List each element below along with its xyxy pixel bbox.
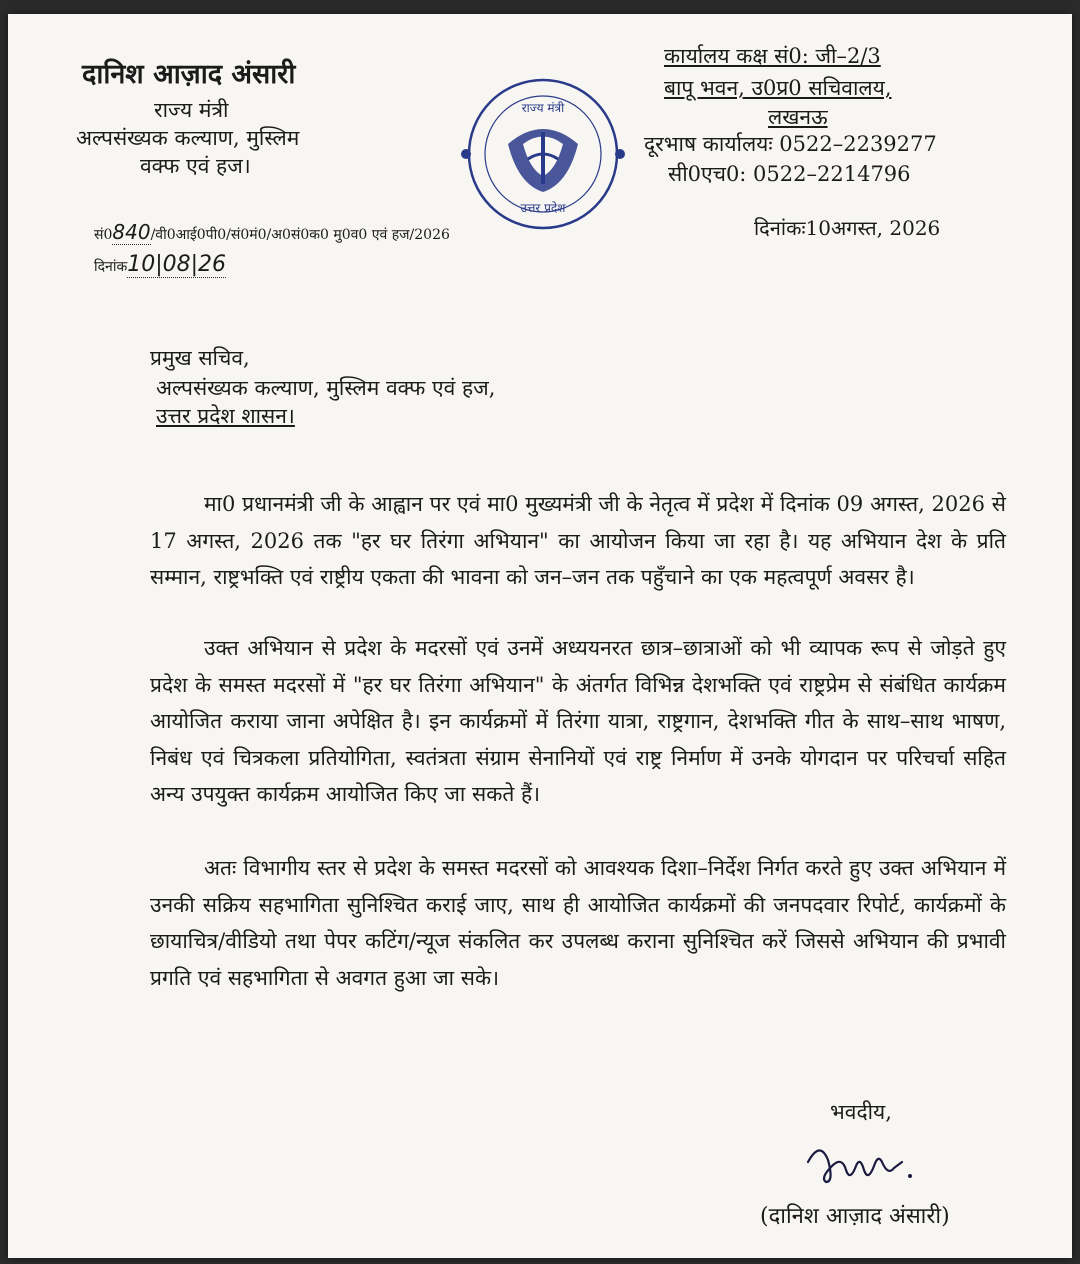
addressee-government: उत्तर प्रदेश शासन। xyxy=(156,404,295,428)
department-line-2: वक्फ एवं हज। xyxy=(140,154,251,178)
state-emblem-icon xyxy=(448,74,638,234)
reference-handwritten-date: 10|08|26 xyxy=(127,252,227,277)
body-paragraph-3: अतः विभागीय स्तर से प्रदेश के समस्त मदरसों को आवश्यक दिशा–निर्देश निर्गत करते हुए उक्त अभियान में उनकी सक्रिय सहभागिता सुनिश्चित कराई जाए, साथ ही आयोजित कार्यक्रमों की जनपदवार रिपोर्ट, कार्यक्रमों के छायाचित्र/वीडियो तथा पेपर कटिंग/न्यूज संकलित कर उपलब्ध कराना सुनिश्चित करें जिससे अभियान की प्रभावी प्रगति एवं सहभागिता से अवगत हुआ जा सके। xyxy=(150,856,1006,990)
signatory-name: (दानिश आज़ाद अंसारी) xyxy=(760,1204,950,1229)
body-paragraph-2: उक्त अभियान से प्रदेश के मदरसों एवं उनमें अध्ययनरत छात्र–छात्राओं को भी व्यापक रूप से जोड़ते हुए प्रदेश के समस्त मदरसों में "हर घर तिरंगा अभियान" के अंतर्गत विभिन्न देशभक्ति एवं राष्ट्रप्रेम से संबंधित कार्यक्रम आयोजित कराया जाना अपेक्षित है। इन कार्यक्रमों में तिरंगा यात्रा, राष्ट्रगान, देशभक्ति गीत के साथ–साथ भाषण, निबंध एवं चित्रकला प्रतियोगिता, स्वतंत्रता संग्राम सेनानियों एवं राष्ट्र निर्माण में उनके योगदान पर परिचर्चा सहित अन्य उपयुक्त कार्यक्रम आयोजित किए जा सकते हैं। xyxy=(150,636,1006,806)
handwritten-signature xyxy=(798,1132,928,1192)
reference-handwritten-number: 840 xyxy=(112,220,151,244)
date-month-year: अगस्त, 2026 xyxy=(830,216,941,240)
date-label: दिनांकः xyxy=(754,216,806,240)
emblem-bottom-text: उत्तर प्रदेश xyxy=(520,201,566,215)
emblem-top-text: राज्य मंत्री xyxy=(521,101,565,115)
department-line-1: अल्पसंख्यक कल्याण, मुस्लिम xyxy=(76,126,300,150)
minister-name: दानिश आज़ाद अंसारी xyxy=(82,59,296,90)
office-room: कार्यालय कक्ष सं0: जी–2/3 xyxy=(664,44,881,68)
letter-date xyxy=(754,214,940,241)
reference-date-prefix: दिनांक xyxy=(94,259,128,275)
closing-salutation: भवदीय, xyxy=(830,1100,892,1124)
reference-date xyxy=(94,252,226,277)
body-paragraph-1: मा0 प्रधानमंत्री जी के आह्वान पर एवं मा0 मुख्यमंत्री जी के नेतृत्व में प्रदेश में दिनांक 09 अगस्त, 2026 से 17 अगस्त, 2026 तक "हर घर तिरंगा अभियान" का आयोजन किया जा रहा है। यह अभियान देश के प्रति सम्मान, राष्ट्रभक्ति एवं राष्ट्रीय एकता की भावना को जन–जन तक पहुँचाने का एक महत्वपूर्ण अवसर है। xyxy=(150,492,1006,589)
addressee-department: अल्पसंख्यक कल्याण, मुस्लिम वक्फ एवं हज, xyxy=(156,376,496,400)
office-phone: दूरभाष कार्यालयः 0522–2239277 xyxy=(644,132,937,156)
reference-suffix: /वी0आई0पी0/सं0मं0/अ0सं0क0 मु0व0 एवं हज/2026 xyxy=(150,227,450,243)
office-city: लखनऊ xyxy=(768,105,828,129)
minister-post: राज्य मंत्री xyxy=(154,98,229,122)
addressee-title: प्रमुख सचिव, xyxy=(150,346,250,370)
letter-page xyxy=(8,14,1072,1258)
office-building: बापू भवन, उ0प्र0 सचिवालय, xyxy=(664,76,892,100)
reference-number xyxy=(94,220,450,244)
cug-phone: सी0एच0: 0522–2214796 xyxy=(668,162,911,186)
date-day: 10 xyxy=(805,216,831,240)
reference-prefix: सं0 xyxy=(94,227,113,243)
